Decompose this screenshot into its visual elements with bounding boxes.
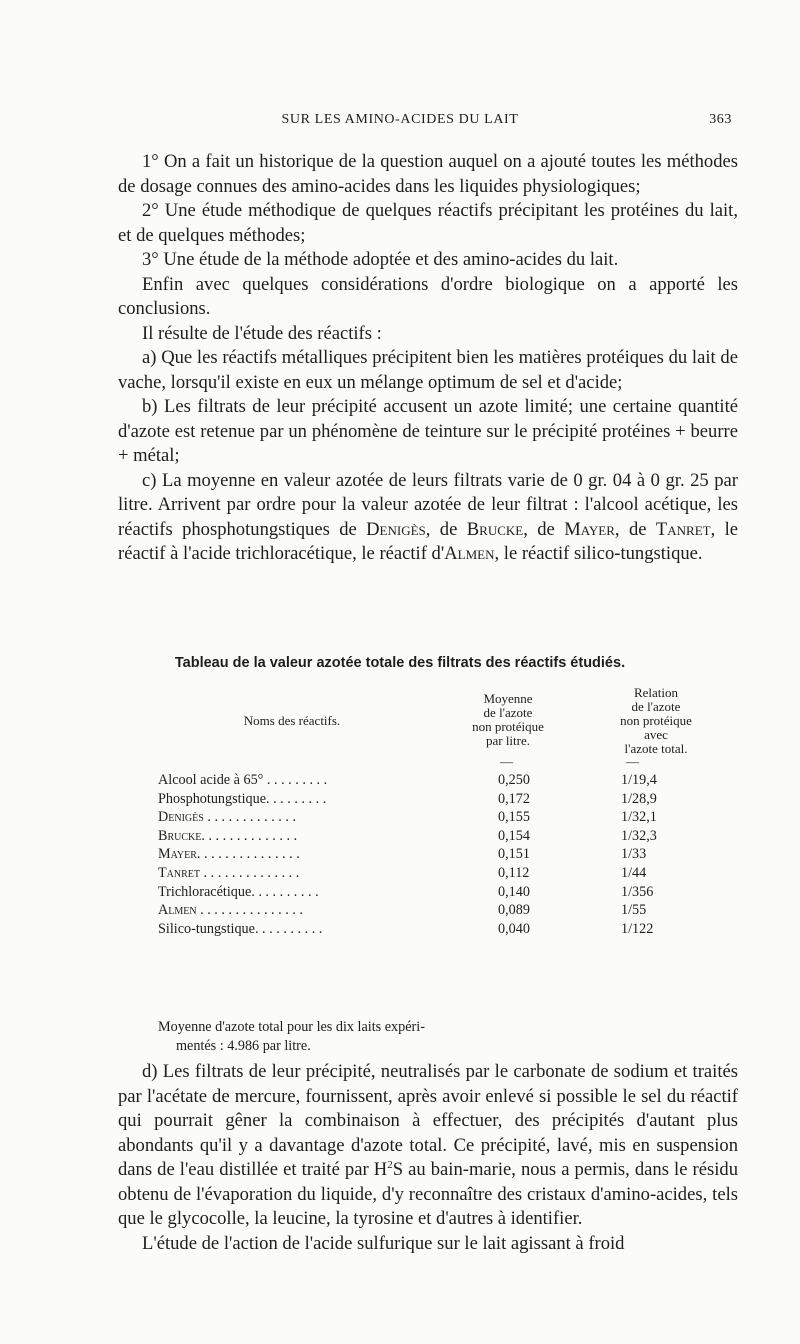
name-brucke: Brucke	[466, 518, 524, 540]
table-note: Moyenne d'azote total pour les dix laits expéri- mentés : 4.986 par litre.	[158, 1019, 425, 1054]
dash-moyenne: —	[500, 754, 513, 769]
table-row: Phosphotungstique. . . . . . . . . 0,172 1/28,9	[158, 790, 657, 807]
name-tanret: Tanret	[655, 518, 711, 540]
table-row: Brucke. . . . . . . . . . . . . . 0,154 1/32,3	[158, 827, 657, 844]
body-text-top	[118, 150, 738, 567]
paragraph-a: a) Que les réactifs métalliques précipitent bien les matières protéiques du lait de vache, lorsqu'il existe en eux un mélange optimum de sel et d'acide;	[118, 347, 738, 393]
table-header-moyenne: Moyenne de l'azote non protéique par litre.	[472, 691, 544, 748]
paragraph-c: c) La moyenne en valeur azotée de leurs filtrats varie de 0 gr. 04 à 0 gr. 25 par litre. Arrivent par ordre pour la valeur azotée de leur filtrat : l'alcool acétique, les réactifs phosphotungstiques de Denigès, de Brucke, de Mayer, de Tanret, le réactif à l'acide trichloracétique, le réactif d'Almen, le réactif silico-tungstique.	[118, 469, 739, 564]
name-almen: Almen	[444, 543, 495, 564]
paragraph-2: 2° Une étude méthodique de quelques réactifs précipitant les protéines du lait, et de quelques méthodes;	[118, 200, 738, 246]
body-text-bottom	[118, 1060, 738, 1256]
table-header-names: Noms des réactifs.	[243, 713, 341, 728]
paragraph-b: b) Les filtrats de leur précipité accusent un azote limité; une certaine quantité d'azote est retenue par un phénomène de teinture sur le précipité protéines + beurre + métal;	[118, 396, 738, 466]
table-row: Almen . . . . . . . . . . . . . . . 0,089 1/55	[158, 902, 647, 919]
table-body	[158, 771, 718, 938]
table-row: Silico-tungstique. . . . . . . . . . 0,040 1/122	[158, 920, 654, 937]
paragraph-last: L'étude de l'action de l'acide sulfurique sur le lait agissant à froid	[142, 1232, 625, 1254]
name-deniges: Denigès	[366, 518, 426, 540]
name-mayer: Mayer	[564, 518, 615, 540]
paragraph-4: Enfin avec quelques considérations d'ordre biologique on a apporté les conclusions.	[118, 273, 738, 319]
paragraph-5: Il résulte de l'étude des réactifs :	[142, 322, 382, 344]
table-row: Mayer. . . . . . . . . . . . . . . 0,151 1/33	[158, 846, 647, 863]
paragraph-3: 3° Une étude de la méthode adoptée et des amino-acides du lait.	[142, 249, 619, 270]
page-number: 363	[709, 112, 732, 127]
table-header-relation: Relation de l'azote non protéique avec l'azote total.	[620, 685, 692, 756]
table-row: Tanret . . . . . . . . . . . . . . 0,112 1/44	[158, 864, 647, 881]
table-row: Denigès . . . . . . . . . . . . . 0,155 1/32,1	[158, 809, 657, 826]
table-row: Alcool acide à 65° . . . . . . . . . 0,250 1/19,4	[158, 772, 657, 788]
paragraph-d: d) Les filtrats de leur précipité, neutralisés par le carbonate de sodium et traités par l'acétate de mercure, fournissent, après avoir enlevé si possible le sel du réactif qui pourrait gêner la combinaison à effectuer, des précipités d'autant plus abondants qu'il y a davantage d'azote total. Ce précipité, lavé, mis en suspension dans de l'eau distillée et traité par $H^2S$ au bain-marie, nous a permis, dans le résidu obtenu de l'évaporation du liquide, d'y reconnaître des cristaux d'amino-acides, tels que le glycocolle, la leucine, la tyrosine et d'autres à identifier.	[118, 1061, 738, 1229]
table-row: Trichloracétique. . . . . . . . . . 0,140 1/356	[158, 883, 654, 900]
running-title: SUR LES AMINO-ACIDES DU LAIT	[281, 112, 519, 127]
paragraph-1: 1° On a fait un historique de la question auquel on a ajouté toutes les méthodes de dosage connues des amino-acides dans les liquides physiologiques;	[118, 151, 738, 197]
table-title: Tableau de la valeur azotée totale des filtrats des réactifs étudiés.	[174, 655, 626, 671]
page-header	[0, 112, 800, 134]
dash-relation: —	[626, 754, 639, 769]
